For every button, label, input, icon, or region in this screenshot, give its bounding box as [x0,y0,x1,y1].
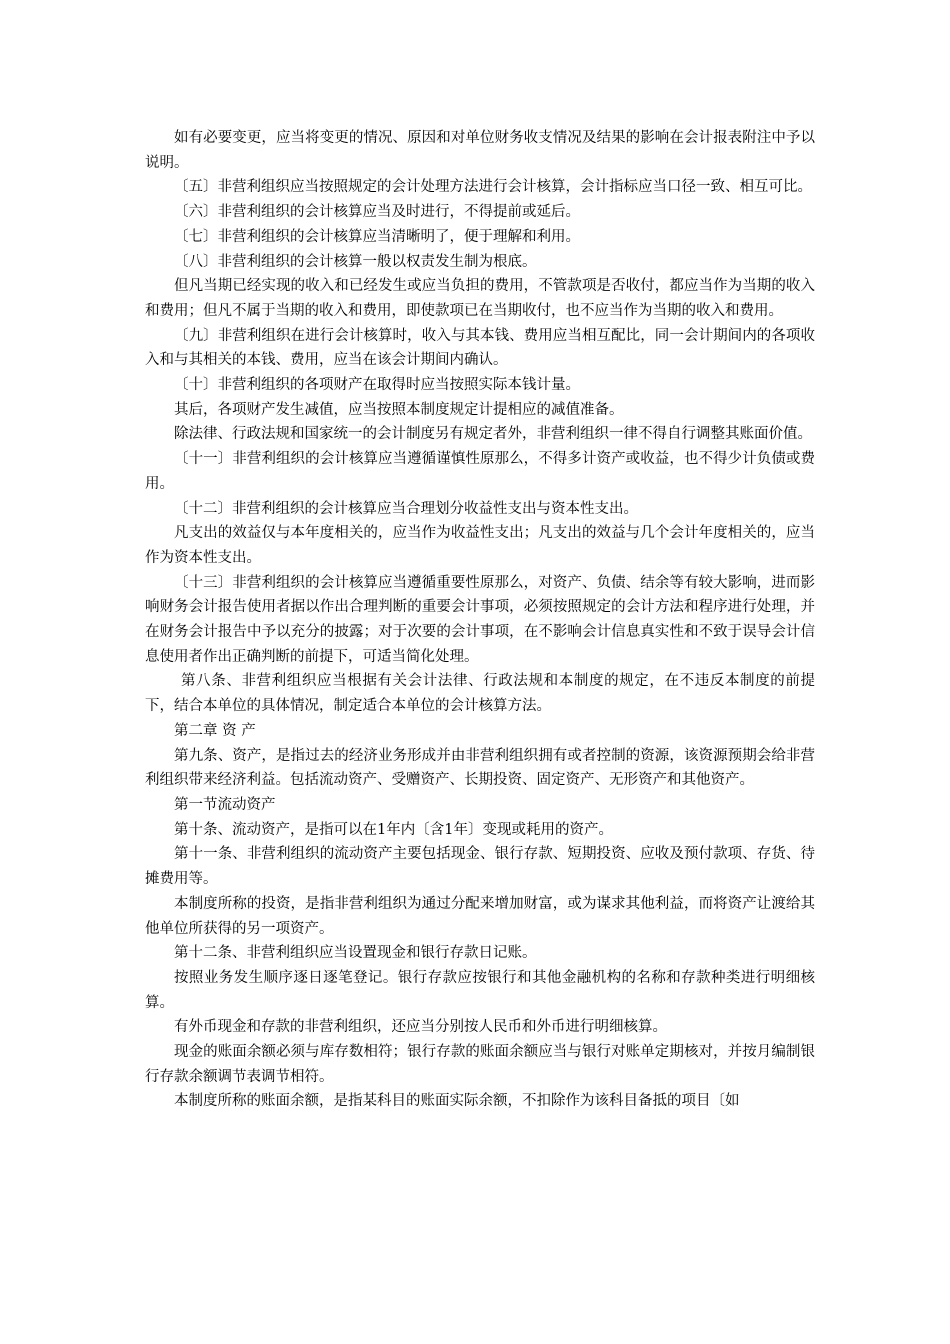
paragraph-article-9: 第九条、资产，是指过去的经济业务形成并由非营利组织拥有或者控制的资源，该资源预期会给非营利组织带来经济利益。包括流动资产、受赠资产、长期投资、固定资产、无形资产和其他资产。 [145,747,815,789]
paragraph-reconciliation: 现金的账面余额必须与库存数相符；银行存款的账面余额应当与银行对账单定期核对，并按月编制银行存款余额调节表调节相符。 [145,1044,815,1085]
paragraph-book-value: 除法律、行政法规和国家统一的会计制度另有规定者外，非营利组织一律不得自行调整其账面价值。 [174,426,812,443]
paragraph-book-balance-definition: 本制度所称的账面余额，是指某科目的账面实际余额，不扣除作为该科目备抵的项目〔如 [174,1093,740,1110]
paragraph-change-disclosure: 如有必要变更，应当将变更的情况、原因和对单位财务收支情况及结果的影响在会计报表附注中予以说明。 [145,130,815,171]
paragraph-daily-ledger: 按照业务发生顺序逐日逐笔登记。银行存款应按银行和其他金融机构的名称和存款种类进行明细核算。 [145,969,815,1011]
paragraph-article-10: 第十条、流动资产，是指可以在1年内〔含1年〕变现或耗用的资产。 [174,821,613,838]
paragraph-item-11: 〔十一〕非营利组织的会计核算应当遵循谨慎性原那么，不得多计资产或收益，也不得少计负债或费用。 [145,451,815,492]
chapter-heading: 第二章 资 产 [174,722,256,739]
paragraph-article-12: 第十二条、非营利组织应当设置现金和银行存款日记账。 [174,945,537,962]
document-body [145,126,815,1114]
paragraph-impairment: 其后，各项财产发生减值，应当按照本制度规定计提相应的减值准备。 [174,401,624,418]
paragraph-foreign-currency: 有外币现金和存款的非营利组织，还应当分别按人民币和外币进行明细核算。 [174,1019,667,1036]
paragraph-item-8: 〔八〕非营利组织的会计核算一般以权责发生制为根底。 [174,253,537,270]
paragraph-accrual-basis: 但凡当期已经实现的收入和已经发生或应当负担的费用，不管款项是否收付，都应当作为当期的收入和费用；但凡不属于当期的收入和费用，即使款项已在当期收付，也不应当作为当期的收入和费用。 [145,278,815,319]
section-heading: 第一节流动资产 [174,796,276,813]
paragraph-item-13: 〔十三〕非营利组织的会计核算应当遵循重要性原那么，对资产、负债、结余等有较大影响，进而影响财务会计报告使用者据以作出合理判断的重要会计事项，必须按照规定的会计方法和程序进行处理，并在财务会计报告中予以充分的披露；对于次要的会计事项，在不影响会计信息真实性和不致于误导会计信息使用者作出正确判断的前提下，可适当简化处理。 [145,574,815,665]
paragraph-item-7: 〔七〕非营利组织的会计核算应当清晰明了，便于理解和利用。 [174,228,580,245]
paragraph-expenditure-types: 凡支出的效益仅与本年度相关的，应当作为收益性支出；凡支出的效益与几个会计年度相关的，应当作为资本性支出。 [145,525,815,566]
paragraph-investment-definition: 本制度所称的投资，是指非营利组织为通过分配来增加财富，或为谋求其他利益，而将资产让渡给其他单位所获得的另一项资产。 [145,895,815,937]
paragraph-article-11: 第十一条、非营利组织的流动资产主要包括现金、银行存款、短期投资、应收及预付款项、存货、待摊费用等。 [145,846,815,888]
paragraph-item-12: 〔十二〕非营利组织的会计核算应当合理划分收益性支出与资本性支出。 [174,500,638,517]
paragraph-article-8: 第八条、非营利组织应当根据有关会计法律、行政法规和本制度的规定，在不违反本制度的前提下，结合本单位的具体情况，制定适合本单位的会计核算方法。 [145,673,815,715]
paragraph-item-10: 〔十〕非营利组织的各项财产在取得时应当按照实际本钱计量。 [174,377,580,394]
paragraph-item-6: 〔六〕非营利组织的会计核算应当及时进行，不得提前或延后。 [174,204,580,221]
paragraph-item-5: 〔五〕非营利组织应当按照规定的会计处理方法进行会计核算，会计指标应当口径一致、相互可比。 [174,179,812,196]
paragraph-item-9: 〔九〕非营利组织在进行会计核算时，收入与其本钱、费用应当相互配比，同一会计期间内的各项收入和与其相关的本钱、费用，应当在该会计期间内确认。 [145,327,815,369]
